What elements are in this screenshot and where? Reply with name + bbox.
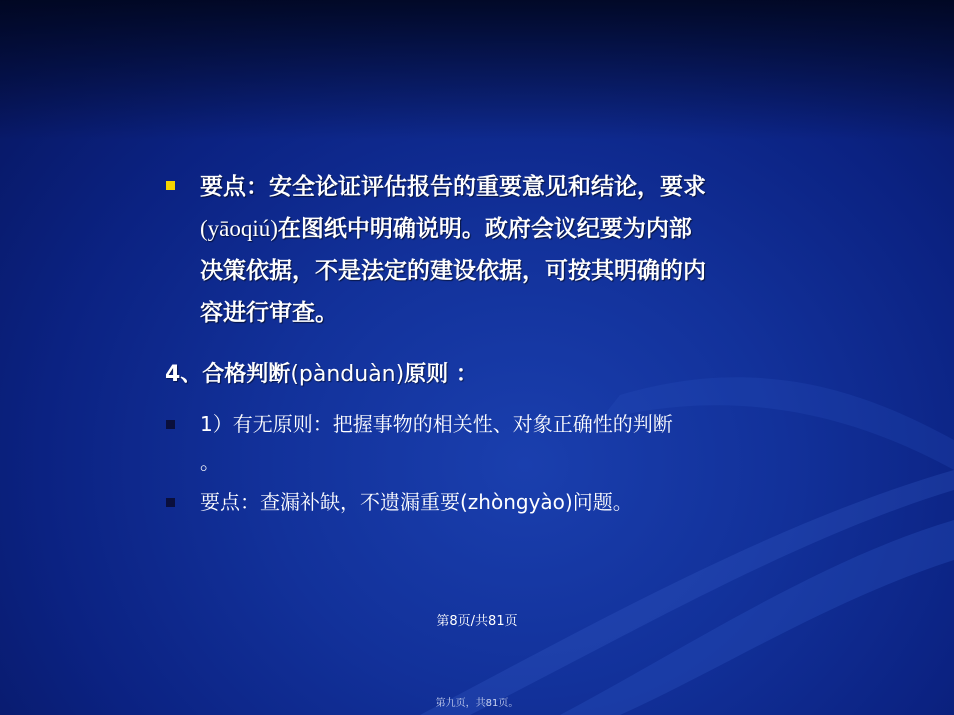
item-1-line-2: 。 [200,450,220,474]
pinyin-yaoqiu: (yāoqiú) [200,216,278,241]
section-title [165,358,478,392]
page-number: 第8页/共81页 [436,614,518,629]
highlight-point [200,166,800,334]
section-title-suffix: 原则 ： [404,362,478,387]
item-bullet-icon [166,498,175,507]
highlight-line-2-text: 在图纸中明确说明。政府会议纪要为内部 [277,215,692,242]
list-item [200,486,633,518]
highlight-line-3: 决策依据，不是法定的建设依据，可按其明确的内 [200,257,706,284]
highlight-line-2 [200,208,800,250]
highlight-line-4: 容进行审查。 [200,299,338,326]
item-bullet-icon [166,420,175,429]
highlight-bullet-icon [166,181,175,190]
highlight-line-1: 要点：安全论证评估报告的重要意见和结论，要求 [200,173,706,200]
list-item-continuation [200,446,220,478]
item-1-line-1: 1）有无原则：把握事物的相关性、对象正确性的判断 [200,412,673,436]
page-subfooter: 第九页，共81页。 [435,698,519,709]
section-title-pinyin: (pànduàn) [290,362,405,387]
list-item [200,408,673,440]
item-2-line-1: 要点：查漏补缺，不遗漏重要(zhòngyào)问题。 [200,490,633,514]
section-title-prefix: 4、合格判断 [165,362,291,387]
